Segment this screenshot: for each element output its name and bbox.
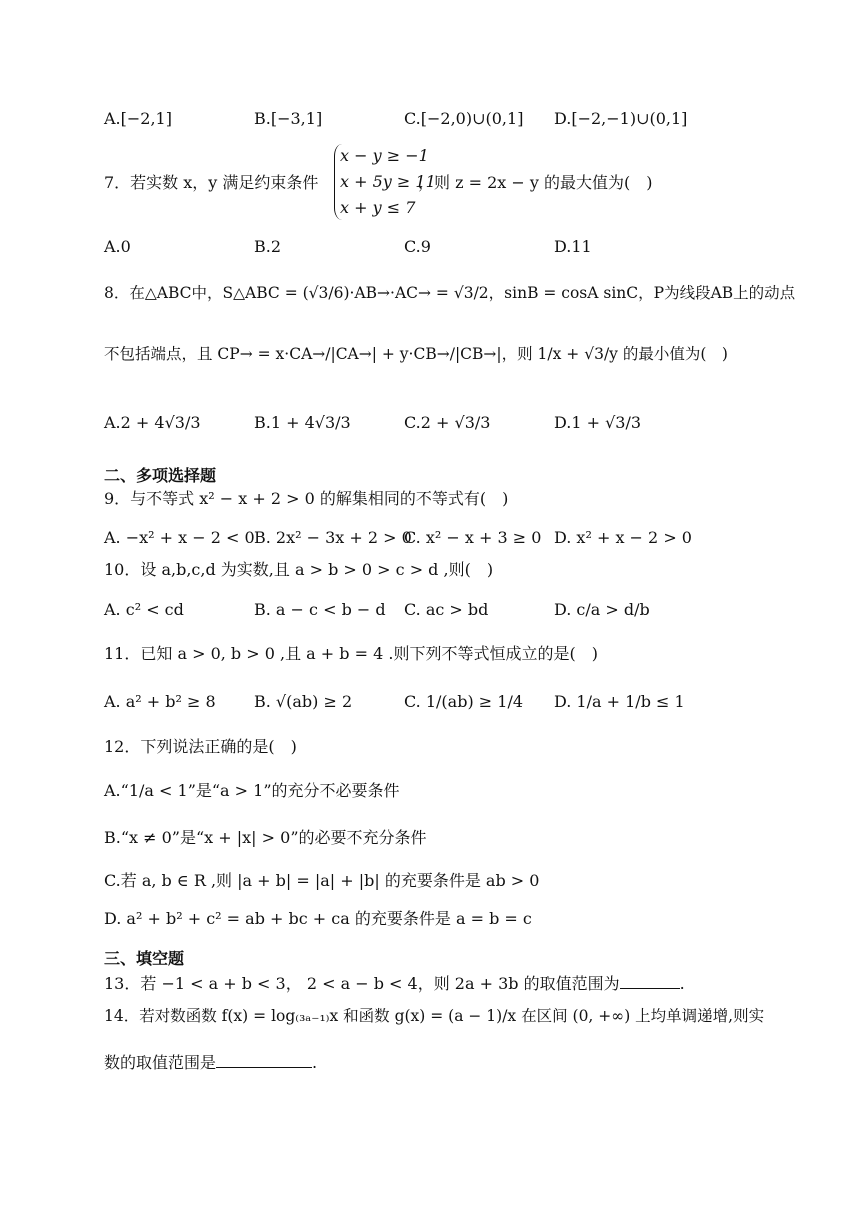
q14-answer-blank[interactable] — [216, 1051, 312, 1068]
q11-option-b: B. √(ab) ≥ 2 — [254, 692, 353, 711]
q7-option-d: D.11 — [554, 237, 592, 256]
q7-constraint-2: x + 5y ≥ 11 — [340, 172, 436, 191]
section-heading-fill-in: 三、填空题 — [104, 949, 185, 968]
q11-option-c: C. 1/(ab) ≥ 1/4 — [404, 692, 524, 711]
q8-stem-line1: 8．在△ABC中，S△ABC = (√3/6)·AB→·AC→ = √3/2，sinB = cosA sinC，P为线段AB上的动点 — [104, 284, 796, 302]
q13-stem: 13．若 −1 < a + b < 3， 2 < a − b < 4，则 2a + 3b 的取值范围为 — [104, 974, 620, 993]
q12-option-a: A.“1/a < 1”是“a > 1”的充分不必要条件 — [104, 781, 400, 800]
q14-line2 — [104, 1051, 317, 1074]
q14-end: . — [312, 1053, 318, 1072]
q9-option-d: D. x² + x − 2 > 0 — [554, 528, 692, 547]
q11-stem: 11．已知 a > 0, b > 0 ,且 a + b = 4 .则下列不等式恒成立的是( ) — [104, 644, 598, 663]
q14-stem-line1: 14．若对数函数 f(x) = log₍₃ₐ₋₁₎x 和函数 g(x) = (a − 1)/x 在区间 (0, +∞) 上均单调递增,则实 — [104, 1007, 765, 1025]
q7-option-b: B.2 — [254, 237, 282, 256]
q6-option-d: D.[−2,−1)∪(0,1] — [554, 109, 688, 128]
q8-option-b: B.1 + 4√3/3 — [254, 413, 351, 432]
q8-option-d: D.1 + √3/3 — [554, 413, 642, 432]
q11-option-a: A. a² + b² ≥ 8 — [104, 692, 216, 711]
q6-option-c: C.[−2,0)∪(0,1] — [404, 109, 524, 128]
q10-stem: 10．设 a,b,c,d 为实数,且 a > b > 0 > c > d ,则( ) — [104, 560, 494, 579]
q7-constraint-1: x − y ≥ −1 — [340, 146, 429, 165]
q7-stem-lead: 7．若实数 x，y 满足约束条件 — [104, 173, 319, 192]
section-heading-multiple-choice: 二、多项选择题 — [104, 466, 217, 485]
q7-stem-tail: ，则 z = 2x − y 的最大值为( ) — [418, 173, 653, 192]
q7-constraint-system — [334, 144, 436, 222]
q12-stem: 12．下列说法正确的是( ) — [104, 737, 297, 756]
q11-option-d: D. 1/a + 1/b ≤ 1 — [554, 692, 685, 711]
q7-option-c: C.9 — [404, 237, 431, 256]
q14-stem-line2: 数的取值范围是 — [104, 1053, 217, 1072]
q12-option-d: D. a² + b² + c² = ab + bc + ca 的充要条件是 a = b = c — [104, 909, 532, 928]
q9-option-b: B. 2x² − 3x + 2 > 0 — [254, 528, 412, 547]
q9-option-a: A. −x² + x − 2 < 0 — [104, 528, 255, 547]
q10-option-d: D. c/a > d/b — [554, 600, 650, 619]
q13-end: . — [679, 974, 685, 993]
q8-stem-line2: 不包括端点，且 CP→ = x·CA→/|CA→| + y·CB→/|CB→|，则 1/x + √3/y 的最小值为( ) — [104, 345, 728, 363]
q13-answer-blank[interactable] — [620, 972, 680, 989]
q10-option-c: C. ac > bd — [404, 600, 489, 619]
q12-option-c: C.若 a, b ∈ R ,则 |a + b| = |a| + |b| 的充要条件是 ab > 0 — [104, 871, 540, 890]
q8-option-a: A.2 + 4√3/3 — [104, 413, 201, 432]
q8-option-c: C.2 + √3/3 — [404, 413, 491, 432]
q13-line — [104, 972, 685, 995]
q9-stem: 9．与不等式 x² − x + 2 > 0 的解集相同的不等式有( ) — [104, 489, 509, 508]
q10-option-b: B. a − c < b − d — [254, 600, 386, 619]
q12-option-b: B.“x ≠ 0”是“x + |x| > 0”的必要不充分条件 — [104, 828, 427, 847]
q9-option-c: C. x² − x + 3 ≥ 0 — [404, 528, 542, 547]
q6-option-b: B.[−3,1] — [254, 109, 323, 128]
q6-option-a: A.[−2,1] — [104, 109, 172, 128]
q7-constraint-3: x + y ≤ 7 — [340, 198, 416, 217]
q7-option-a: A.0 — [104, 237, 131, 256]
q10-option-a: A. c² < cd — [104, 600, 184, 619]
